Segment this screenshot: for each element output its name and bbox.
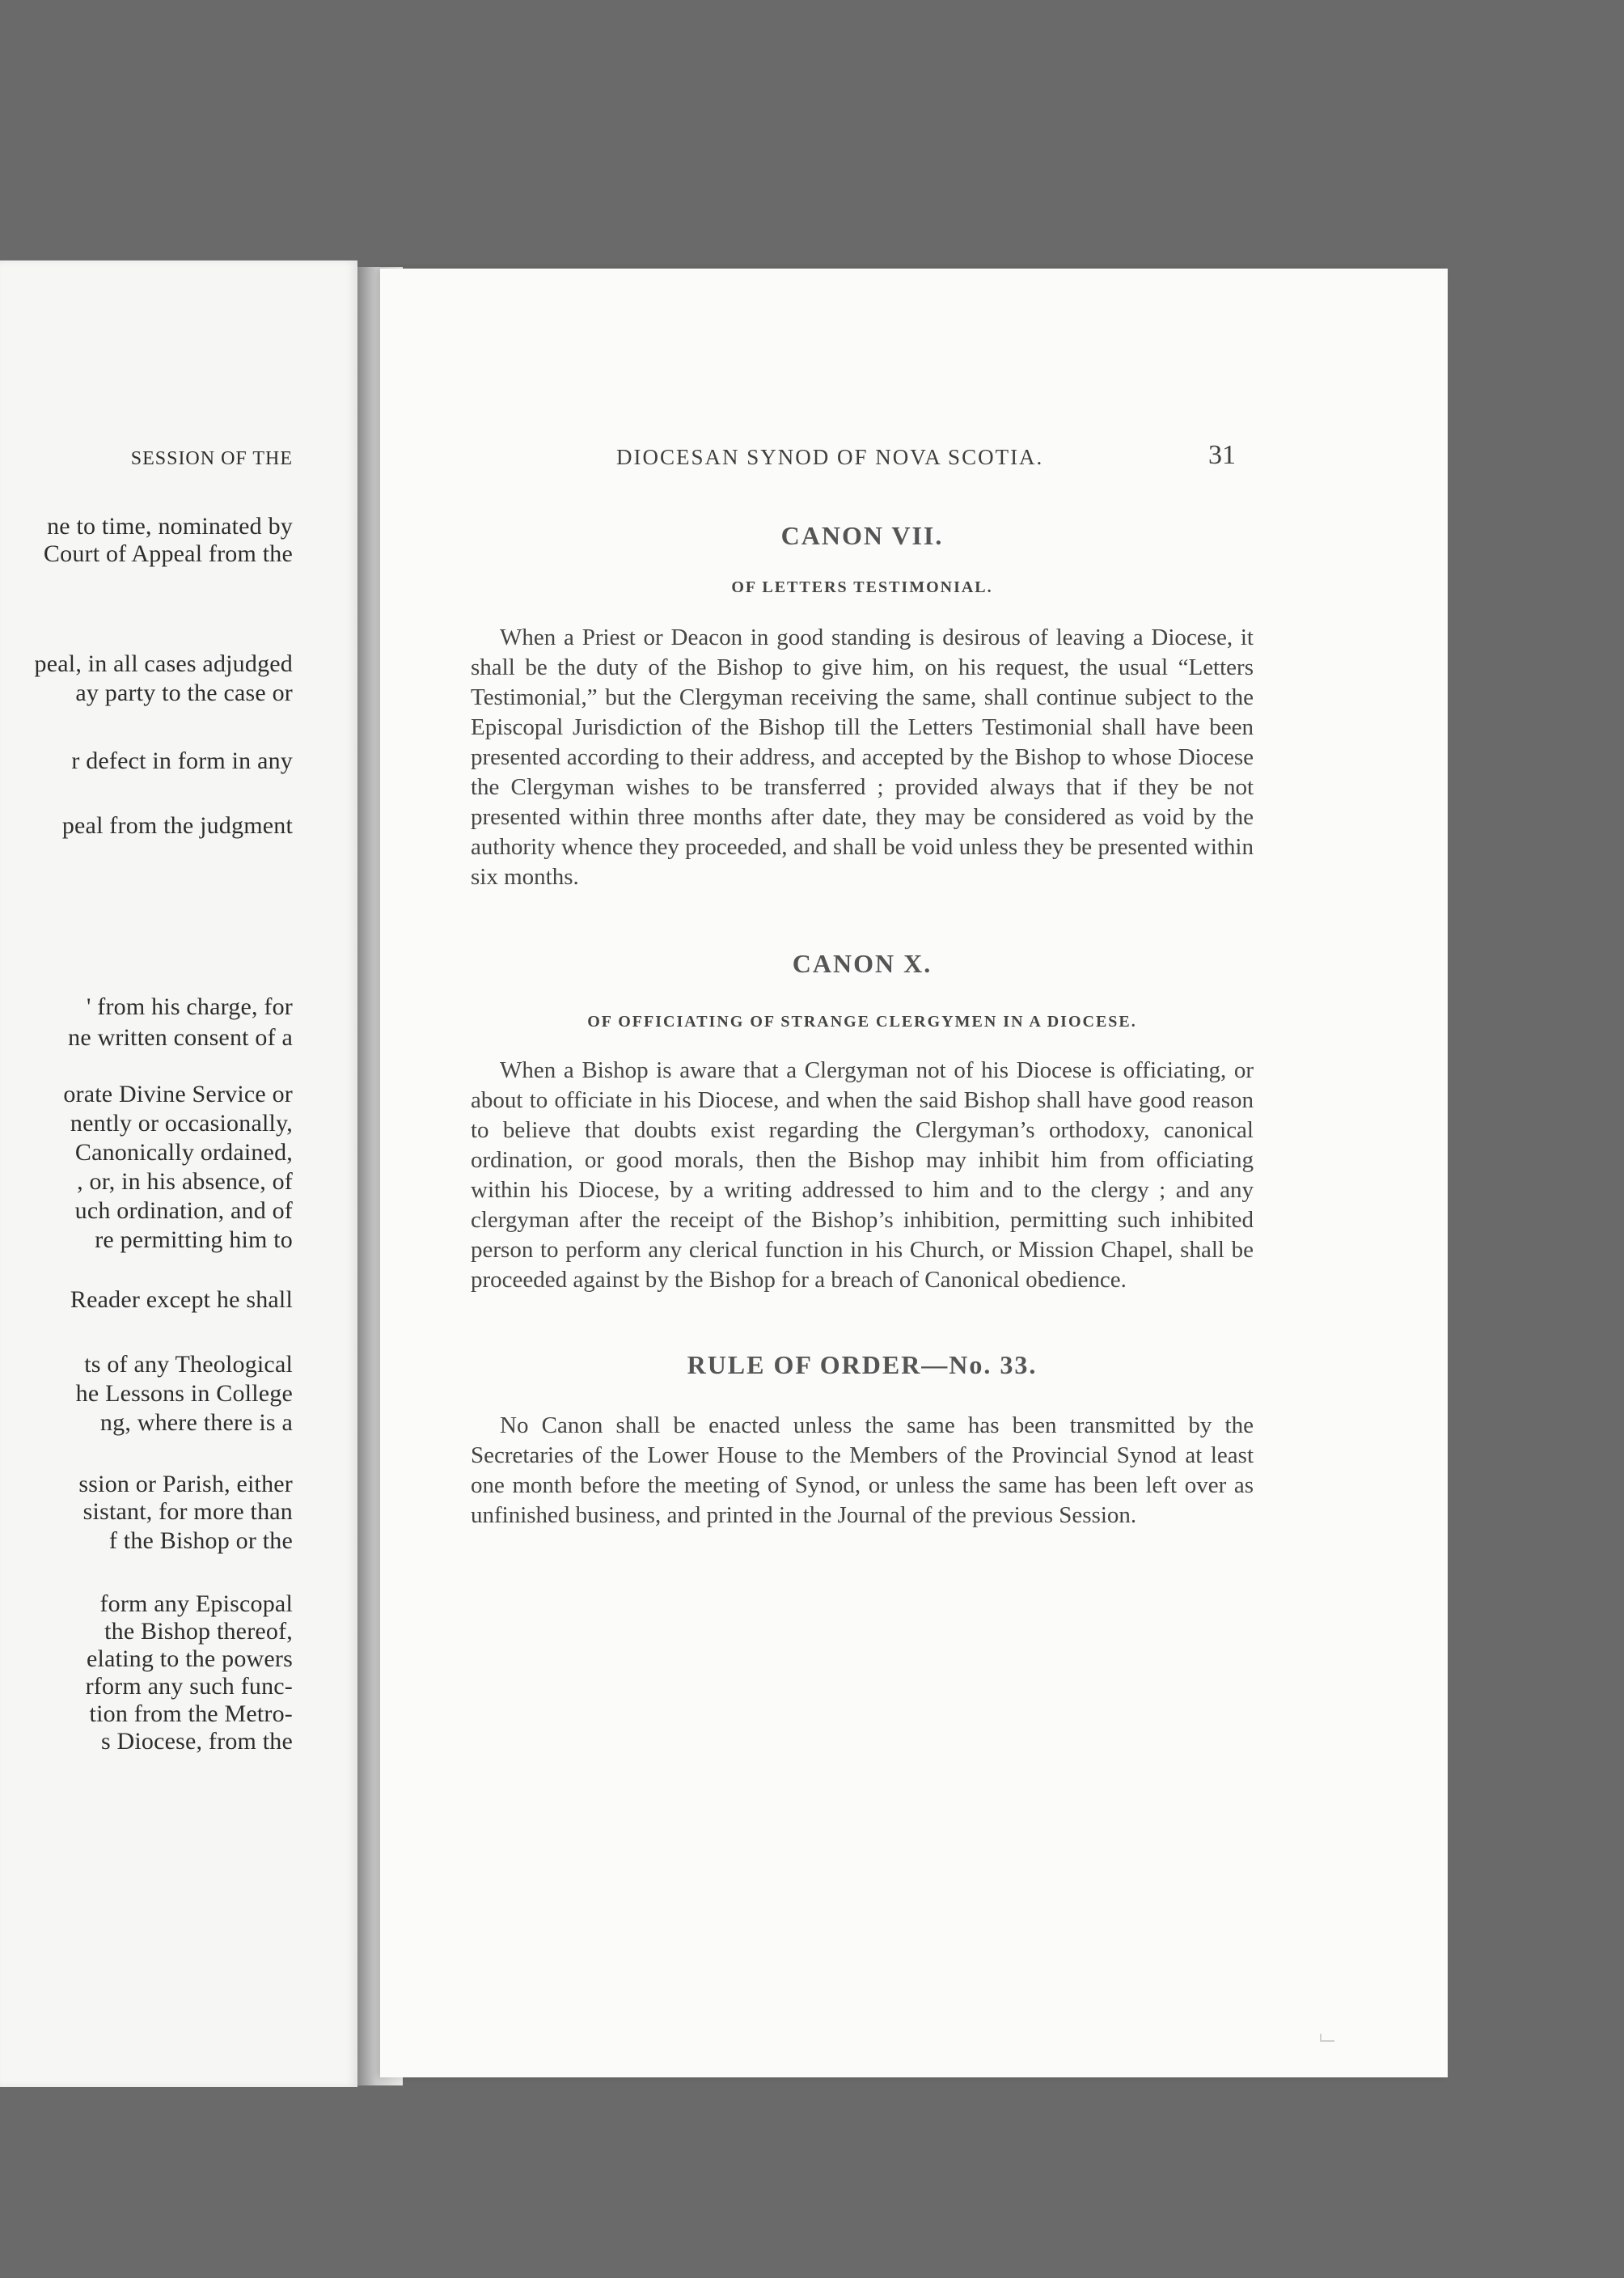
left-line: rform any such func- xyxy=(85,1673,293,1700)
left-line: r defect in form in any xyxy=(71,747,293,774)
page-content xyxy=(471,440,1254,1531)
left-line: peal from the judgment xyxy=(61,812,293,839)
canon-vii-title: CANON VII. xyxy=(780,521,944,550)
rule-of-order-title: RULE OF ORDER—No. 33. xyxy=(687,1350,1038,1379)
canon-x-text: When a Bishop is aware that a Clergyman not of his Diocese is officiating, or about to officiate in his Diocese, and when the said Bishop shall have good reason to believe that doubts exist regarding the Clergyman’s orthodoxy, canonical ordination, or good morals, then the Bishop may inhibit him from officiating within his Diocese, by a writing addressed to him and to the clergy ; and any clergyman after the receipt of the Bishop’s inhibition, permitting such inhibited person to perform any clerical function in his Church, or Mission Chapel, shall be proceeded against by the Bishop for a breach of Canonical obedience. xyxy=(471,1057,1254,1293)
page-number: 31 xyxy=(1208,440,1236,470)
left-line: uch ordination, and of xyxy=(74,1197,293,1224)
left-line: Reader except he shall xyxy=(70,1286,293,1313)
left-line: tion from the Metro- xyxy=(89,1700,293,1727)
left-line: sistant, for more than xyxy=(82,1498,293,1525)
left-line: ng, where there is a xyxy=(99,1409,293,1436)
canon-vii-text: When a Priest or Deacon in good standing is desirous of leaving a Diocese, it shall be the duty of the Bishop to give him, on his request, the usual “Letters Testimonial,” but the Clergyman receiving the same, shall continue subject to the Episcopal Jurisdiction of the Bishop till the Letters Testimonial shall have been presented according to their address, and accepted by the Bishop to whose Diocese the Clergyman wishes to be transferred ; provided always that if they be not presented within three months after date, they may be considered as void by the authority whence they proceeded, and shall be void unless they be presented within six months. xyxy=(471,625,1254,890)
running-header xyxy=(471,440,1254,482)
left-line: form any Episcopal xyxy=(99,1590,293,1617)
left-line: SESSION OF THE xyxy=(130,448,293,469)
left-line: ssion or Parish, either xyxy=(78,1471,293,1497)
left-line: ts of any Theological xyxy=(84,1351,293,1378)
left-line: ne written consent of a xyxy=(68,1024,293,1051)
left-line: he Lessons in College xyxy=(75,1380,293,1407)
left-line: , or, in his absence, of xyxy=(77,1168,293,1195)
left-line: ne to time, nominated by xyxy=(47,513,293,540)
left-line: nently or occasionally, xyxy=(70,1110,293,1137)
canon-vii-subtitle: OF LETTERS TESTIMONIAL. xyxy=(731,578,993,596)
left-line: Canonically ordained, xyxy=(74,1139,293,1166)
left-line: s Diocese, from the xyxy=(100,1728,293,1755)
canon-x-subtitle: OF OFFICIATING OF STRANGE CLERGYMEN IN A DIOCESE. xyxy=(587,1013,1137,1031)
left-line: ay party to the case or xyxy=(75,680,293,706)
left-line: ' from his charge, for xyxy=(86,993,293,1020)
left-line: peal, in all cases adjudged xyxy=(34,650,293,677)
right-page xyxy=(380,269,1448,2077)
canon-x-title: CANON X. xyxy=(792,949,933,978)
running-title: DIOCESAN SYNOD OF NOVA SCOTIA. xyxy=(616,445,1044,469)
left-line: orate Divine Service or xyxy=(63,1081,293,1107)
corner-mark xyxy=(1320,2034,1334,2042)
left-line: the Bishop thereof, xyxy=(104,1618,293,1645)
left-line: re permitting him to xyxy=(95,1226,293,1253)
left-line: elating to the powers xyxy=(87,1645,293,1672)
left-line: Court of Appeal from the xyxy=(43,540,293,567)
left-line: f the Bishop or the xyxy=(108,1527,293,1554)
rule-of-order-text: No Canon shall be enacted unless the same has been transmitted by the Secretaries of the Lower House to the Members of the Provincial Synod at least one month before the meeting of Synod, or unless the same has been left over as unfinished business, and printed in the Journal of the previous Session. xyxy=(471,1412,1254,1528)
left-page xyxy=(0,260,357,2087)
